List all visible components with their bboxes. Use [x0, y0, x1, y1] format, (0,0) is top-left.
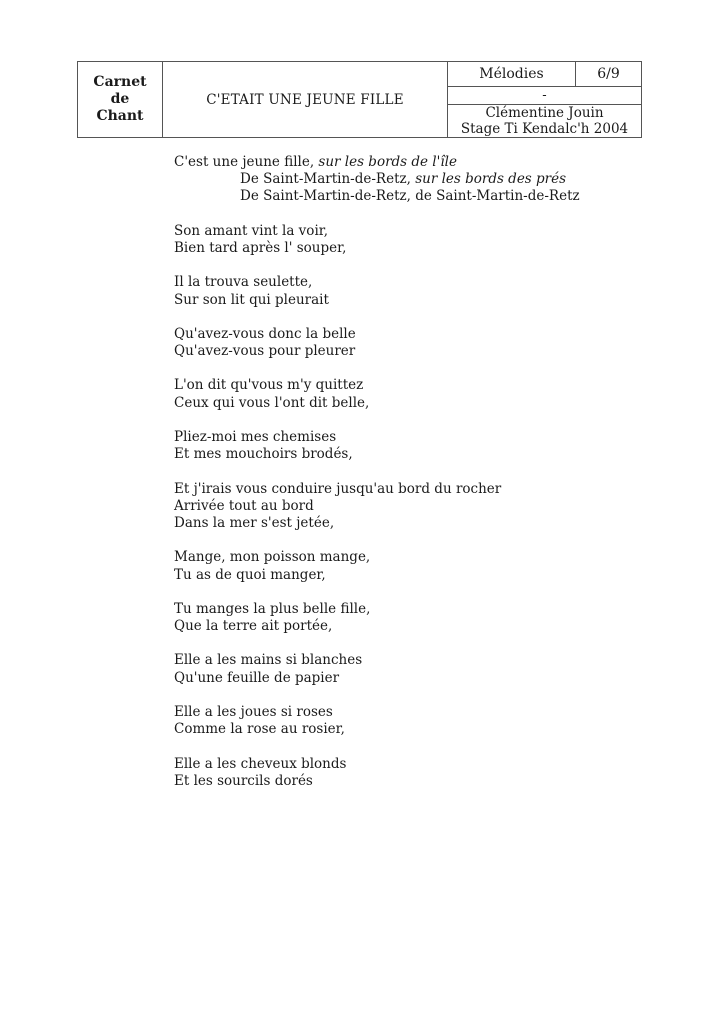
stanza — [174, 429, 694, 463]
lyric-line: Elle a les cheveux blonds — [174, 755, 347, 772]
stanza — [174, 223, 694, 257]
stanza — [174, 326, 694, 360]
stanza-gap — [174, 360, 694, 377]
stanza-gap — [174, 463, 694, 480]
lyric-line: Et les sourcils dorés — [174, 772, 313, 789]
event-name: Stage Ti Kendalc'h 2004 — [460, 121, 629, 137]
header-table — [77, 61, 642, 138]
stanza-gap — [174, 412, 694, 429]
stanza — [174, 377, 694, 411]
author-cell — [448, 105, 641, 137]
intro-line-2-italic: sur les bords des prés — [415, 171, 567, 188]
intro-line-2 — [174, 171, 694, 188]
lyric-line: Qu'avez-vous pour pleurer — [174, 343, 356, 360]
carnet-word: Carnet — [93, 74, 147, 90]
stanza — [174, 481, 694, 533]
stanza — [174, 274, 694, 308]
lyric-line: Ceux qui vous l'ont dit belle, — [174, 394, 370, 411]
lyric-line: L'on dit qu'vous m'y quittez — [174, 377, 364, 394]
author-name: Clémentine Jouin — [485, 105, 604, 121]
dash-cell: - — [448, 87, 641, 105]
lyric-line: Bien tard après l' souper, — [174, 239, 347, 256]
stanza — [174, 601, 694, 635]
intro-line-1-plain: C'est une jeune fille, — [174, 154, 319, 170]
lyric-line: Elle a les joues si roses — [174, 704, 333, 720]
stanza-gap — [174, 635, 694, 652]
intro-line-1 — [174, 154, 694, 171]
lyric-line: Arrivée tout au bord — [174, 497, 314, 514]
intro-line-3: De Saint-Martin-de-Retz, de Saint-Martin-de-Retz — [240, 188, 580, 205]
lyric-line: Pliez-moi mes chemises — [174, 429, 337, 445]
lyric-line: Tu as de quoi manger, — [174, 566, 326, 583]
song-title: C'ETAIT UNE JEUNE FILLE — [163, 62, 448, 137]
category-label: Mélodies — [448, 62, 576, 87]
stanza-gap — [174, 257, 694, 274]
lyric-line: Dans la mer s'est jetée, — [174, 514, 335, 531]
stanza — [174, 756, 694, 790]
lyric-line: Qu'une feuille de papier — [174, 669, 340, 686]
page-number: 6/9 — [576, 62, 641, 87]
lyric-line: Tu manges la plus belle fille, — [174, 600, 371, 617]
chant-word: Chant — [96, 108, 144, 124]
carnet-de-chant-label — [78, 62, 163, 137]
stanza — [174, 549, 694, 583]
stanza-gap — [174, 584, 694, 601]
lyric-line: Qu'avez-vous donc la belle — [174, 325, 356, 342]
intro-line-1-italic: sur les bords de l'île — [318, 154, 457, 170]
stanza-gap — [174, 532, 694, 549]
song-lyrics — [174, 154, 694, 790]
stanza-gap — [174, 206, 694, 223]
lyric-line: Que la terre ait portée, — [174, 618, 333, 635]
stanza-gap — [174, 738, 694, 755]
lyric-line: Et mes mouchoirs brodés, — [174, 446, 353, 463]
lyric-line: Comme la rose au rosier, — [174, 721, 345, 738]
stanza — [174, 704, 694, 738]
lyric-line: Son amant vint la voir, — [174, 222, 329, 239]
de-word: de — [110, 91, 130, 107]
stanza-gap — [174, 309, 694, 326]
stanza — [174, 652, 694, 686]
lyric-line: Mange, mon poisson mange, — [174, 549, 371, 566]
lyric-line: Et j'irais vous conduire jusqu'au bord du rocher — [174, 480, 502, 497]
intro-line-2-plain: De Saint-Martin-de-Retz, — [240, 171, 416, 188]
stanza-gap — [174, 687, 694, 704]
lyric-line: Sur son lit qui pleurait — [174, 291, 329, 308]
lyric-line: Il la trouva seulette, — [174, 274, 313, 291]
lyric-line: Elle a les mains si blanches — [174, 652, 363, 669]
stanzas — [174, 206, 694, 790]
